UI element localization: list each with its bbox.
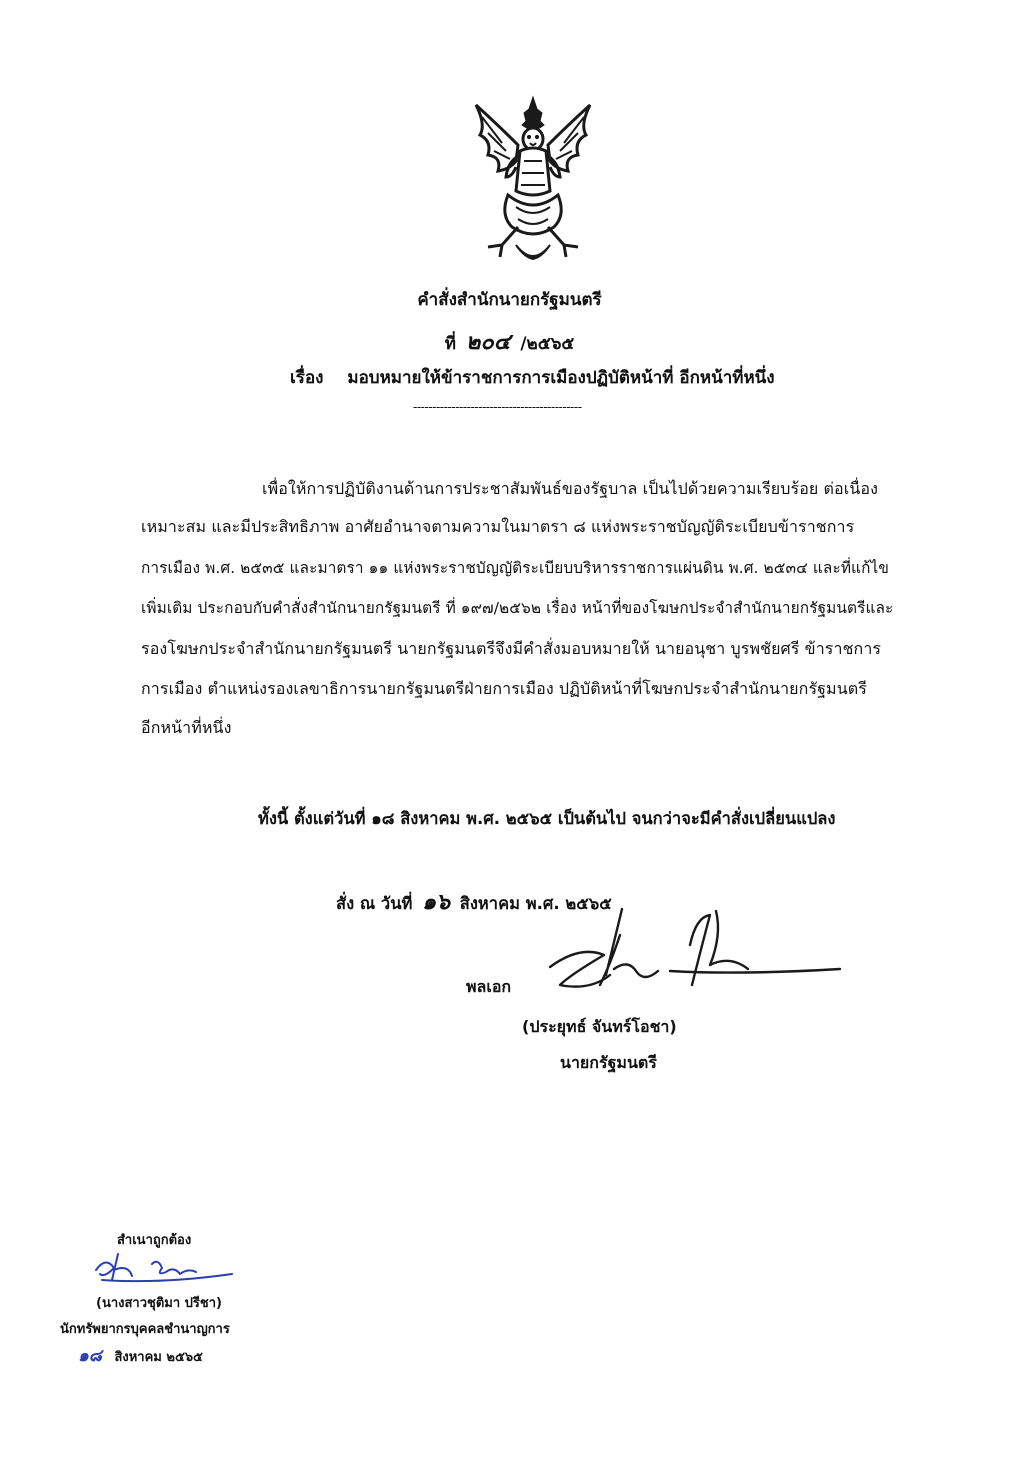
body-line-3: การเมือง พ.ศ. ๒๕๓๕ และมาตรา ๑๑ แห่งพระราชบัญญัติระเบียบบริหารราชการแผ่นดิน พ.ศ. ๒๕๓๔ และที่แก้ไข — [141, 559, 889, 577]
given-day-handwritten: ๑๖ — [422, 889, 451, 915]
body-line-6: การเมือง ตำแหน่งรองเลขาธิการนายกรัฐมนตรีฝ่ายการเมือง ปฏิบัติหน้าที่โฆษกประจำสำนักนายกรัฐมนตรี — [141, 679, 867, 698]
body-line-2: เหมาะสม และมีประสิทธิภาพ อาศัยอำนาจตามความในมาตรา ๘ แห่งพระราชบัญญัติระเบียบข้าราชการ — [141, 517, 855, 536]
body-line-1: เพื่อให้การปฏิบัติงานด้านการประชาสัมพันธ์ของรัฐบาล เป็นไปด้วยความเรียบร้อย ต่อเนื่อง — [262, 479, 878, 498]
certifier-signature — [92, 1250, 242, 1284]
effective-date-line: ทั้งนี้ ตั้งแต่วันที่ ๑๘ สิงหาคม พ.ศ. ๒๕๖๕ เป็นต้นไป จนกว่าจะมีคำสั่งเปลี่ยนแปลง — [258, 809, 836, 828]
subject-text: มอบหมายให้ข้าราชการการเมืองปฏิบัติหน้าที่ อีกหน้าที่หนึ่ง — [347, 368, 775, 388]
subject-line — [290, 364, 775, 391]
order-number — [0, 324, 1019, 359]
order-title: คำสั่งสำนักนายกรัฐมนตรี — [417, 290, 602, 310]
certifier-position: นักทรัพยากรบุคคลชำนาญการ — [60, 1322, 230, 1337]
given-month-year: สิงหาคม พ.ศ. ๒๕๖๕ — [459, 894, 612, 913]
signer-name: (ประยุทธ์ จันทร์โอชา) — [522, 1017, 677, 1036]
body-line-4: เพิ่มเติม ประกอบกับคำสั่งสำนักนายกรัฐมนตรี ที่ ๑๙๗/๒๕๖๒ เรื่อง หน้าที่ของโฆษกประจำสำนักนายกรัฐมนตรีและ — [141, 599, 894, 617]
certified-date — [78, 1342, 203, 1369]
order-number-suffix: /๒๕๖๕ — [520, 334, 575, 354]
given-date-prefix: สั่ง ณ วันที่ — [336, 894, 413, 913]
signer-rank: พลเอก — [466, 977, 512, 996]
prime-minister-signature — [540, 905, 850, 1000]
subject-label: เรื่อง — [290, 368, 324, 388]
signer-position: นายกรัฐมนตรี — [560, 1053, 657, 1072]
certified-copy-label: สำเนาถูกต้อง — [117, 1233, 192, 1248]
body-line-5: รองโฆษกประจำสำนักนายกรัฐมนตรี นายกรัฐมนตรีจึงมีคำสั่งมอบหมายให้ นายอนุชา บูรพชัยศรี ข้าราชการ — [141, 639, 882, 658]
order-number-handwritten: ๒๐๔ — [465, 329, 511, 355]
certified-date-rest: สิงหาคม ๒๕๖๕ — [114, 1350, 203, 1365]
certified-date-handwritten: ๑๘ — [78, 1346, 102, 1366]
certifier-name: (นางสาวชุติมา ปรีชา) — [96, 1296, 222, 1311]
order-number-prefix: ที่ — [444, 334, 456, 354]
title-separator: -------------------------------------------- — [413, 400, 582, 414]
garuda-emblem-icon — [458, 95, 608, 267]
body-line-7: อีกหน้าที่หนึ่ง — [141, 718, 232, 737]
